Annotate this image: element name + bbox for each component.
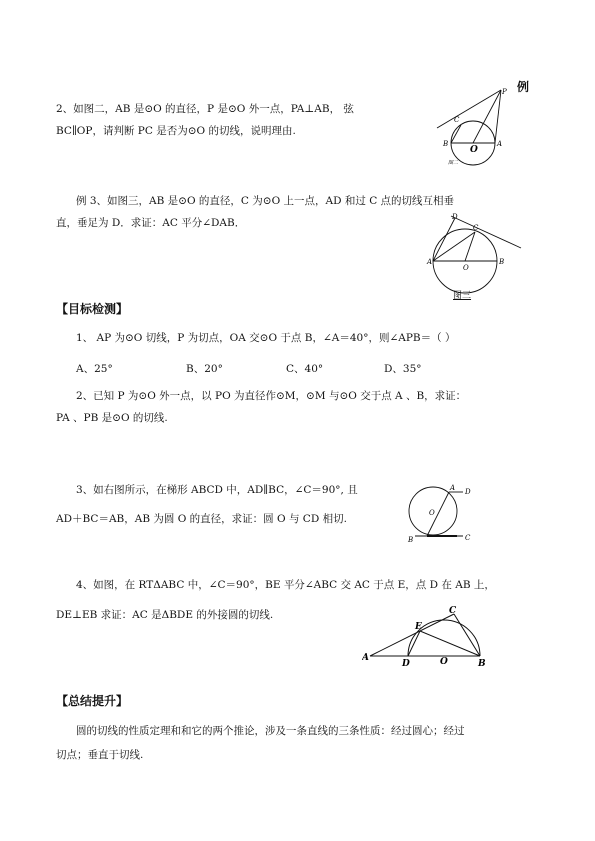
section-heading-summary: 【总结提升】 — [56, 694, 129, 708]
t3-line1: 3、如右图所示，在梯形 ABCD 中，AD∥BC，∠C＝90°, 且 — [76, 484, 358, 496]
fig-t4-label-b: B — [478, 659, 486, 669]
fig3-label-c: C — [473, 224, 479, 232]
fig3-label-o: O — [463, 264, 469, 272]
q2-line2: BC∥OP，请判断 PC 是否为⊙O 的切线，说明理由. — [56, 125, 296, 137]
fig3-caption: 图三 — [453, 291, 472, 301]
fig-t4-label-a: A — [362, 653, 369, 663]
figure-t3-diagram — [405, 480, 480, 546]
fig-t4-label-e: E — [415, 622, 422, 632]
t2-line2: PA 、PB 是⊙O 的切线. — [56, 412, 168, 424]
fig-t4-label-c: C — [449, 606, 457, 616]
t4-line1: 4、如图，在 RTΔABC 中，∠C＝90°，BE 平分∠ABC 交 AC 于点 E，点 D 在 AB 上， — [76, 579, 495, 591]
fig2-caption: 图二 — [448, 160, 459, 166]
fig-t4-label-o: O — [440, 657, 448, 667]
fig3-label-d: D — [452, 213, 458, 221]
fig2-label-p: P — [502, 88, 507, 96]
corner-label: 例 — [517, 80, 530, 94]
fig-t3-label-a: A — [450, 484, 456, 492]
fig3-label-a: A — [427, 258, 433, 266]
q2-line1: 2、如图二，AB 是⊙O 的直径，P 是⊙O 外一点，PA⊥AB， 弦 — [56, 103, 354, 115]
t1-option-c: C、40° — [286, 363, 324, 375]
t1-question: 1、 AP 为⊙O 切线，P 为切点，OA 交⊙O 于点 B，∠A＝40°，则∠APB＝（ ） — [76, 332, 456, 344]
fig2-label-b: B — [443, 140, 449, 148]
t1-option-d: D、35° — [384, 363, 422, 375]
t2-line1: 2、已知 P 为⊙O 外一点，以 PO 为直径作⊙M，⊙M 与⊙O 交于点 A 、B，求证： — [76, 390, 467, 402]
fig2-label-o: O — [470, 145, 478, 155]
t1-option-a: A、25° — [76, 363, 113, 375]
figure-2-diagram — [435, 88, 515, 168]
t4-line2: DE⊥EB 求证：AC 是ΔBDE 的外接圆的切线. — [56, 609, 274, 621]
figure-t4-diagram — [362, 600, 490, 672]
fig-t3-label-b: B — [408, 536, 414, 544]
t1-option-b: B、20° — [186, 363, 223, 375]
ex3-line2: 直，垂足为 D．求证：AC 平分∠DAB． — [56, 217, 246, 229]
summary-line2: 切点；垂直于切线. — [56, 749, 144, 761]
fig2-label-c: C — [454, 116, 460, 124]
section-heading-target-test: 【目标检测】 — [56, 302, 129, 316]
fig-t3-label-d: D — [465, 488, 471, 496]
figure-3-diagram — [425, 212, 525, 304]
fig-t4-label-d: D — [402, 659, 410, 669]
fig3-label-b: B — [499, 258, 505, 266]
summary-line1: 圆的切线的性质定理和和它的两个推论，涉及一条直线的三条性质：经过圆心；经过 — [76, 725, 465, 737]
fig-t3-label-c: C — [465, 534, 471, 542]
fig-t3-label-o: O — [429, 509, 435, 517]
ex3-line1: 例 3、如图三，AB 是⊙O 的直径，C 为⊙O 上一点，AD 和过 C 点的切线互相垂 — [76, 195, 455, 207]
t3-line2: AD＋BC＝AB，AB 为圆 O 的直径，求证：圆 O 与 CD 相切. — [56, 513, 347, 525]
fig2-label-a: A — [497, 140, 503, 148]
